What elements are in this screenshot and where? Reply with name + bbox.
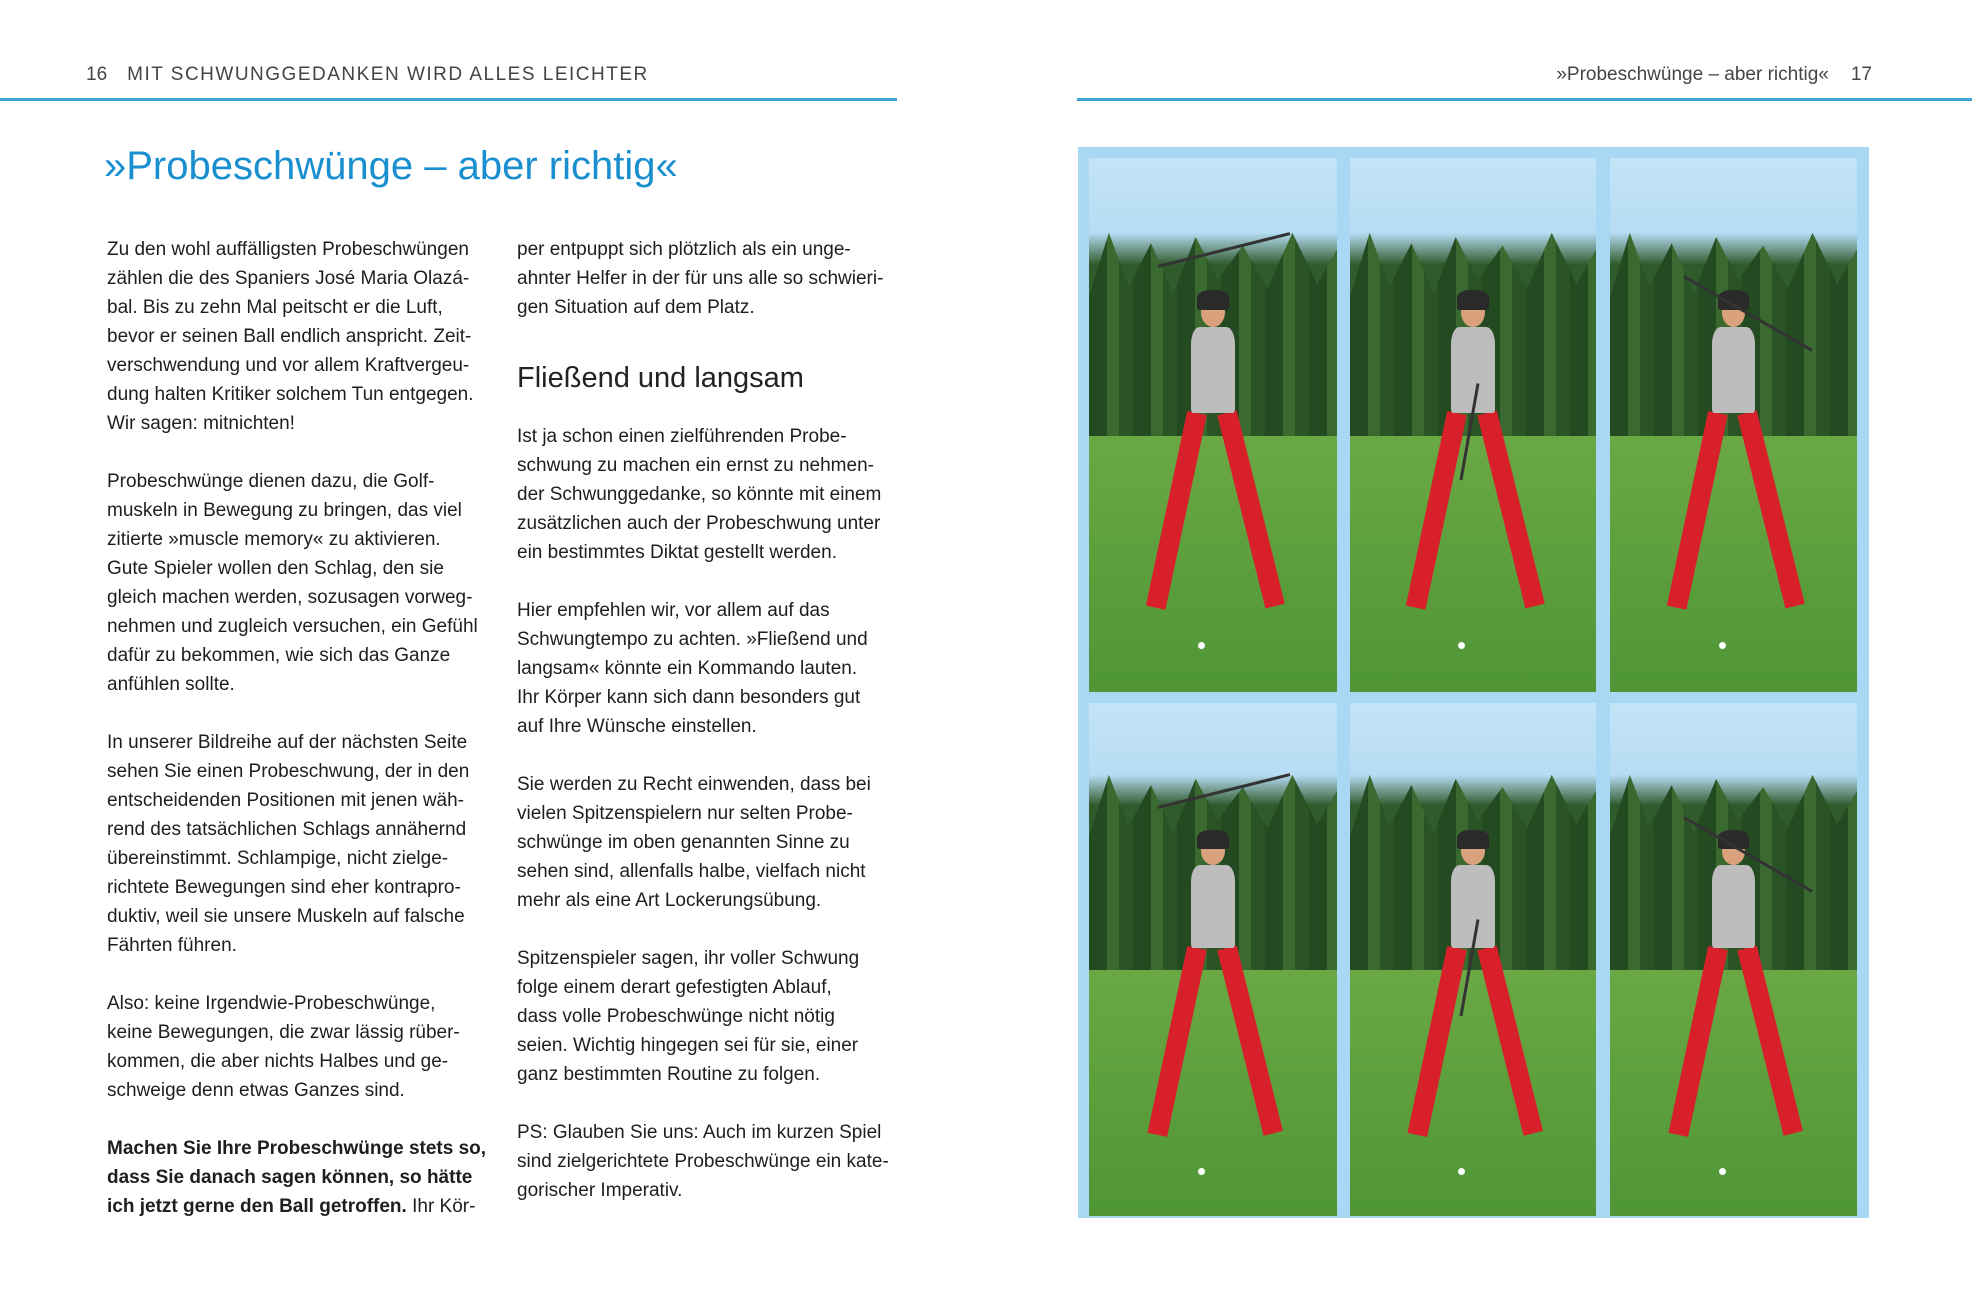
text: schweige denn etwas Ganzes sind. (107, 1080, 405, 1101)
text: dass volle Probeschwünge nicht nötig (517, 1006, 835, 1027)
text: Probeschwünge dienen dazu, die Golf- (107, 471, 435, 492)
text: Ist ja schon einen zielführenden Probe- (517, 426, 847, 447)
text: rend des tatsächlichen Schlags annähernd (107, 819, 467, 840)
text: zählen die des Spaniers José Maria Olazá- (107, 268, 470, 289)
text: der Schwunggedanke, so könnte mit einem (517, 484, 882, 505)
text-line (107, 467, 497, 496)
text: muskeln in Bewegung zu bringen, das viel (107, 500, 462, 521)
text: übereinstimmt. Schlampige, nicht zielge- (107, 848, 449, 869)
text-line (107, 815, 497, 844)
swing-photo-backswing-top (1089, 158, 1337, 692)
text-line (107, 554, 497, 583)
swing-photo-follow-through (1610, 158, 1857, 692)
text-line (107, 496, 497, 525)
text: Also: keine Irgendwie-Probeschwünge, (107, 993, 436, 1014)
text: langsam« könnte ein Kommando lauten. (517, 658, 858, 679)
paragraph (517, 596, 907, 741)
text-line (107, 728, 497, 757)
text-line (517, 1060, 907, 1089)
text-line (107, 409, 497, 438)
text: richtete Bewegungen sind eher kontrapro- (107, 877, 461, 898)
text: anfühlen sollte. (107, 674, 235, 695)
text-line (517, 770, 907, 799)
paragraph (107, 467, 497, 699)
text-line (107, 757, 497, 786)
running-title-right: »Probeschwünge – aber richtig« (1556, 64, 1829, 85)
paragraph (517, 1118, 907, 1205)
text: schwung zu machen ein ernst zu nehmen- (517, 455, 874, 476)
text: Ihr Kör- (406, 1196, 476, 1217)
text-line (517, 596, 907, 625)
text-line (517, 886, 907, 915)
text-line (517, 683, 907, 712)
text: Gute Spieler wollen den Schlag, den sie (107, 558, 444, 579)
text-line (107, 670, 497, 699)
golfer-figure (1424, 836, 1522, 1154)
running-header-left (86, 64, 649, 86)
text-line (517, 1118, 907, 1147)
text-line (107, 844, 497, 873)
text-line (107, 1163, 497, 1192)
paragraph (107, 1134, 497, 1221)
text-line (517, 712, 907, 741)
text: gen Situation auf dem Platz. (517, 297, 755, 318)
text: Zu den wohl auffälligsten Probeschwüngen (107, 239, 469, 260)
paragraph (517, 770, 907, 915)
golfer-figure (1163, 836, 1262, 1154)
text: Fährten führen. (107, 935, 237, 956)
text: per entpuppt sich plötzlich als ein unge- (517, 239, 851, 260)
text: zusätzlichen auch der Probeschwung unter (517, 513, 881, 534)
text-line (517, 235, 907, 264)
text: folge einem derart gefestigten Ablauf, (517, 977, 832, 998)
text-line (517, 625, 907, 654)
text: seien. Wichtig hingegen sei für sie, einer (517, 1035, 859, 1056)
text-line (517, 799, 907, 828)
text-line (517, 1002, 907, 1031)
text: sehen Sie einen Probeschwung, der in den (107, 761, 470, 782)
text: Hier empfehlen wir, vor allem auf das (517, 600, 830, 621)
text-line (107, 786, 497, 815)
text: duktiv, weil sie unsere Muskeln auf falsche (107, 906, 465, 927)
text-line (517, 509, 907, 538)
running-header-right (1556, 64, 1872, 86)
paragraph (107, 728, 497, 960)
golf-ball (1719, 1168, 1726, 1175)
text: kommen, die aber nichts Halbes und ge- (107, 1051, 449, 1072)
text: bal. Bis zu zehn Mal peitscht er die Luft, (107, 297, 443, 318)
text-line (107, 1047, 497, 1076)
text-line (517, 538, 907, 567)
text-line (517, 422, 907, 451)
text-column-2 (517, 235, 907, 1234)
text: entscheidenden Positionen mit jenen wäh- (107, 790, 465, 811)
text: keine Bewegungen, die zwar lässig rüber- (107, 1022, 460, 1043)
text-line (517, 654, 907, 683)
text-line (107, 322, 497, 351)
text: gleich machen werden, sozusagen vorweg- (107, 587, 473, 608)
text-line (107, 902, 497, 931)
golfer-figure (1424, 297, 1522, 628)
swing-photo-follow-through (1610, 703, 1857, 1216)
text-line (517, 828, 907, 857)
text-line (107, 931, 497, 960)
text: Wir sagen: mitnichten! (107, 413, 295, 434)
bold-text: ich jetzt gerne den Ball getroffen. (107, 1196, 407, 1217)
page-number-right: 17 (1850, 64, 1872, 85)
article-title: »Probeschwünge – aber richtig« (104, 144, 678, 188)
paragraph (107, 989, 497, 1105)
text-line (107, 873, 497, 902)
header-rule-left (0, 98, 897, 101)
text: In unserer Bildreihe auf der nächsten Seite (107, 732, 468, 753)
text-line (107, 989, 497, 1018)
text: ein bestimmtes Diktat gestellt werden. (517, 542, 837, 563)
text-line (517, 1147, 907, 1176)
text: bevor er seinen Ball endlich anspricht. Zeit- (107, 326, 472, 347)
text-line (107, 264, 497, 293)
text-line (517, 1031, 907, 1060)
text-line (107, 1134, 497, 1163)
bold-text: Machen Sie Ihre Probeschwünge stets so, (107, 1138, 487, 1159)
swing-photo-address (1350, 703, 1596, 1216)
text-line (517, 293, 907, 322)
text-line (107, 612, 497, 641)
text-line (107, 641, 497, 670)
text-line (107, 1192, 497, 1221)
text: auf Ihre Wünsche einstellen. (517, 716, 757, 737)
text: verschwendung und vor allem Kraftvergeu- (107, 355, 470, 376)
swing-photo-backswing-top (1089, 703, 1337, 1216)
text-line (517, 857, 907, 886)
text-line (517, 973, 907, 1002)
subheading: Fließend und langsam (517, 362, 804, 394)
paragraph (107, 235, 497, 438)
text: schwünge im oben genannten Sinne zu (517, 832, 850, 853)
text: sehen sind, allenfalls halbe, vielfach nicht (517, 861, 866, 882)
text: dung halten Kritiker solchem Tun entgegen. (107, 384, 474, 405)
text-line (107, 1076, 497, 1105)
text-line (517, 264, 907, 293)
text-line (107, 293, 497, 322)
header-rule-right (1077, 98, 1972, 101)
golfer-figure (1163, 297, 1262, 628)
page-number-left: 16 (86, 64, 108, 85)
paragraph (517, 944, 907, 1089)
paragraph (517, 422, 907, 567)
text: nehmen und zugleich versuchen, ein Gefühl (107, 616, 478, 637)
text: gorischer Imperativ. (517, 1180, 683, 1201)
text-line (517, 944, 907, 973)
text-line (107, 380, 497, 409)
paragraph (517, 235, 907, 322)
text-line (107, 1018, 497, 1047)
text-line (517, 451, 907, 480)
text: zitierte »muscle memory« zu aktivieren. (107, 529, 441, 550)
text-line (107, 235, 497, 264)
text: PS: Glauben Sie uns: Auch im kurzen Spiel (517, 1122, 882, 1143)
running-title-left: MIT SCHWUNGGEDANKEN WIRD ALLES LEICHTER (127, 64, 649, 85)
text: Spitzenspieler sagen, ihr voller Schwung (517, 948, 860, 969)
text-line (107, 351, 497, 380)
text: mehr als eine Art Lockerungsübung. (517, 890, 822, 911)
text: Schwungtempo zu achten. »Fließend und (517, 629, 868, 650)
text: ganz bestimmten Routine zu folgen. (517, 1064, 821, 1085)
bold-text: dass Sie danach sagen können, so hätte (107, 1167, 473, 1188)
text: Ihr Körper kann sich dann besonders gut (517, 687, 861, 708)
text: vielen Spitzenspielern nur selten Probe- (517, 803, 853, 824)
text: Sie werden zu Recht einwenden, dass bei (517, 774, 871, 795)
text-line (517, 480, 907, 509)
text-line (107, 525, 497, 554)
golf-ball (1719, 642, 1726, 649)
text-line (517, 1176, 907, 1205)
text-column-1 (107, 235, 497, 1250)
golfer-figure (1684, 297, 1783, 628)
text-line (107, 583, 497, 612)
golfer-figure (1684, 836, 1783, 1154)
text: ahnter Helfer in der für uns alle so schwieri- (517, 268, 884, 289)
swing-photo-address (1350, 158, 1596, 692)
text: dafür zu bekommen, wie sich das Ganze (107, 645, 451, 666)
text: sind zielgerichtete Probeschwünge ein kate- (517, 1151, 889, 1172)
